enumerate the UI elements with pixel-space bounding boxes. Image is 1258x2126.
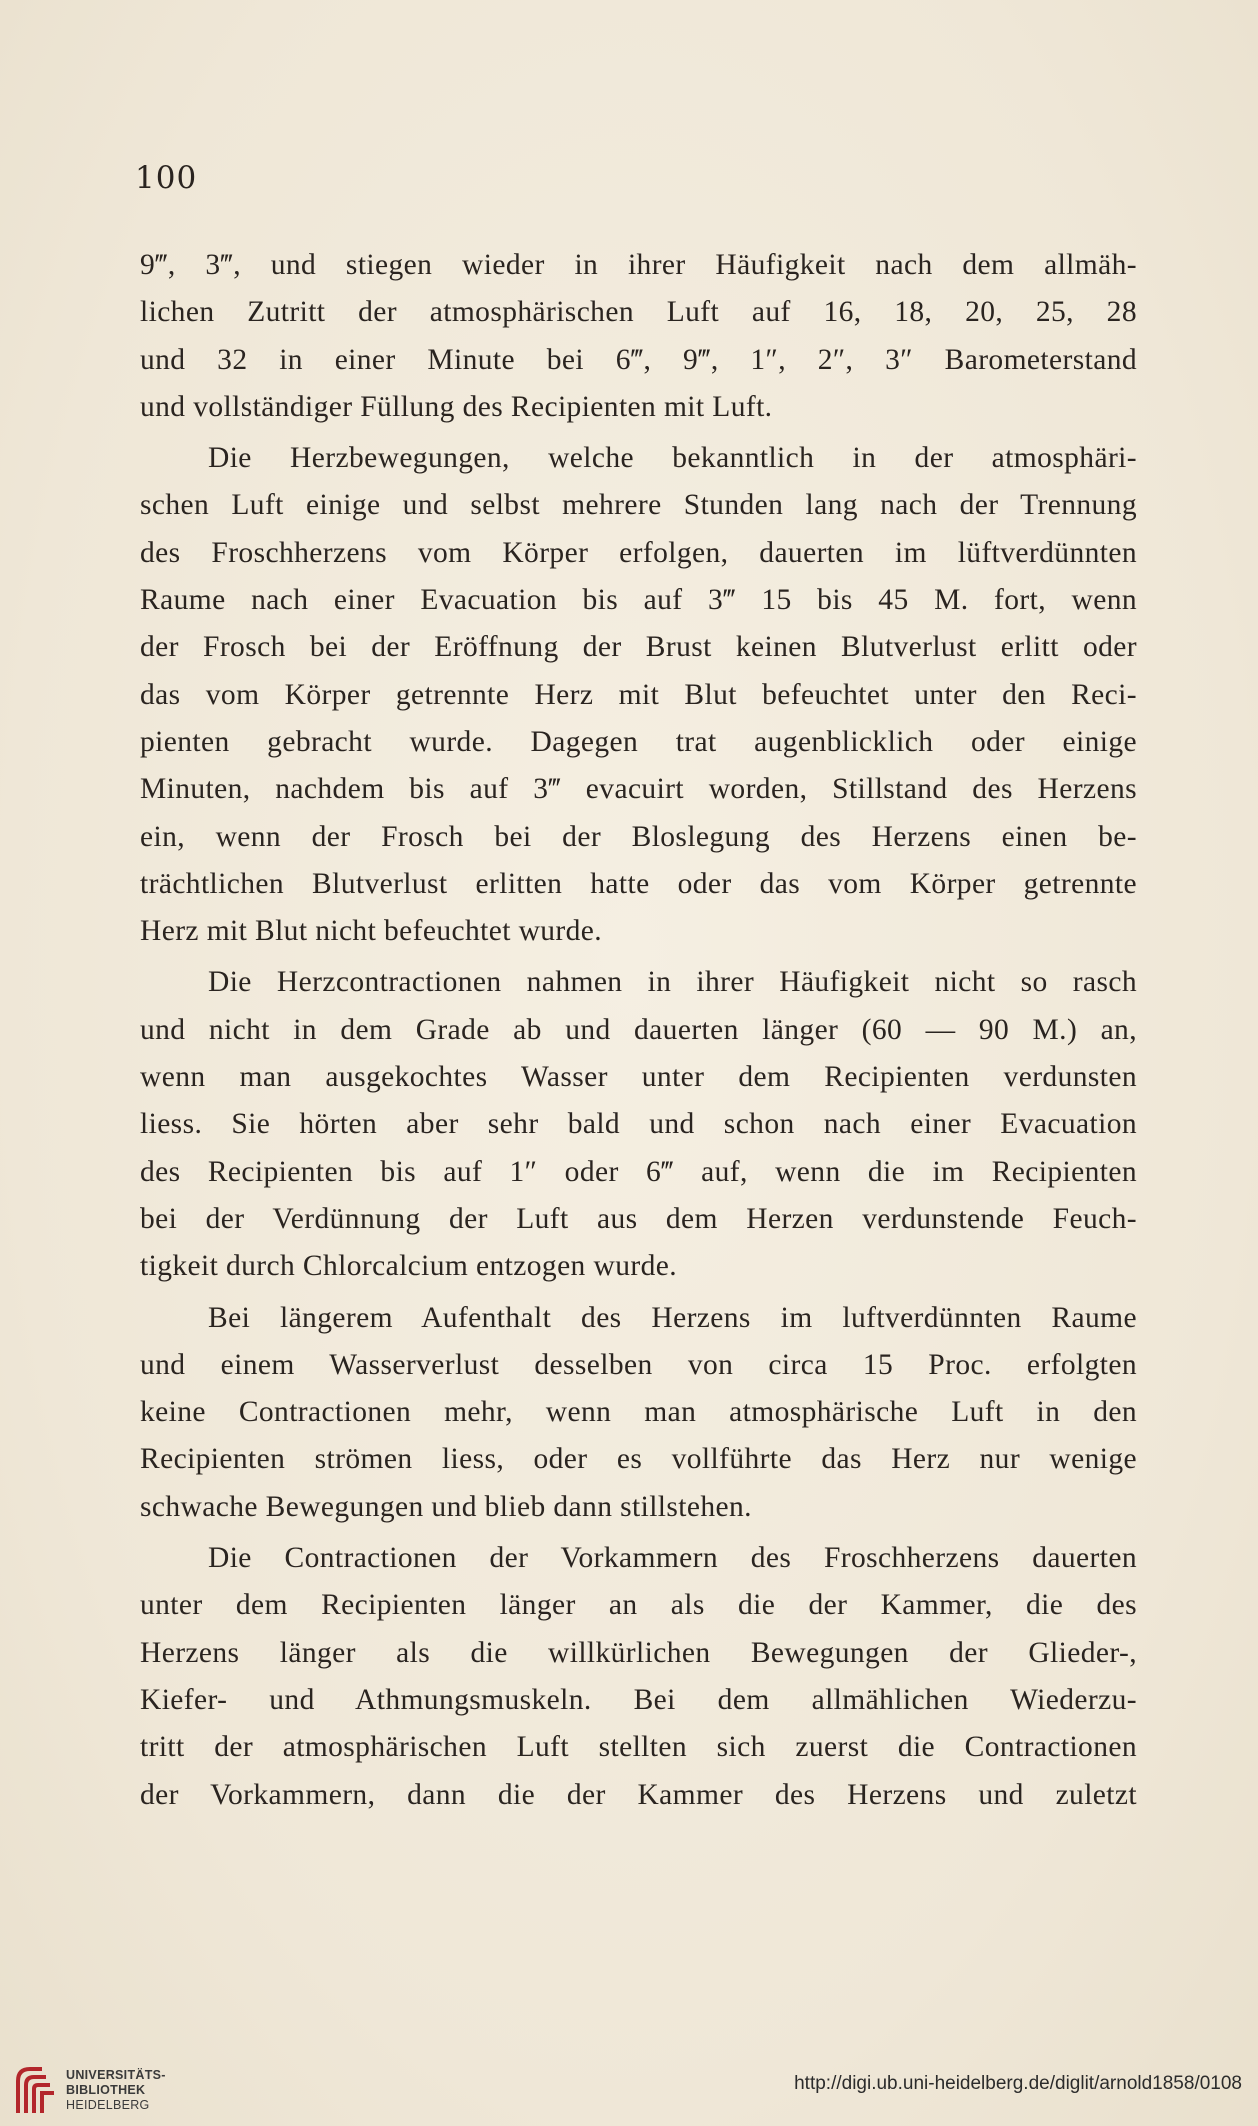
text-line: Die Contractionen der Vorkammern des Froschherzens dauerten (208, 1542, 1137, 1575)
text-line: pienten gebracht wurde. Dagegen trat augenblicklich oder einige (140, 725, 1137, 758)
text-line: Die Herzbewegungen, welche bekanntlich in der atmosphäri- (208, 442, 1137, 475)
text-line: das vom Körper getrennte Herz mit Blut befeuchtet unter den Reci- (140, 678, 1137, 711)
text-line: des Recipienten bis auf 1″ oder 6‴ auf, wenn die im Recipienten (140, 1155, 1137, 1188)
text-line: Herz mit Blut nicht befeuchtet wurde. (140, 915, 603, 948)
text-line: der Frosch bei der Eröffnung der Brust keinen Blutverlust erlitt oder (140, 631, 1137, 664)
library-name-line-2: BIBLIOTHEK (66, 2083, 146, 2097)
library-name (66, 2068, 166, 2113)
text-line: liess. Sie hörten aber sehr bald und schon nach einer Evacuation (140, 1108, 1137, 1141)
text-line: und 32 in einer Minute bei 6‴, 9‴, 1″, 2″, 3″ Barometerstand (140, 343, 1137, 376)
text-line: trächtlichen Blutverlust erlitten hatte oder das vom Körper getrennte (140, 867, 1137, 900)
text-line: schwache Bewegungen und blieb dann stillstehen. (140, 1490, 752, 1523)
footer (0, 2055, 1258, 2126)
text-line: bei der Verdünnung der Luft aus dem Herzen verdunstende Feuch- (140, 1202, 1137, 1235)
text-line: und vollständiger Füllung des Recipienten mit Luft. (140, 390, 773, 423)
text-line: wenn man ausgekochtes Wasser unter dem Recipienten verdunsten (140, 1061, 1137, 1094)
text-line: tigkeit durch Chlorcalcium entzogen wurde. (140, 1250, 677, 1283)
text-line: des Froschherzens vom Körper erfolgen, dauerten im lüftverdünnten (140, 536, 1137, 569)
text-line: Kiefer- und Athmungsmuskeln. Bei dem allmählichen Wiederzu- (140, 1683, 1137, 1716)
text-line: lichen Zutritt der atmosphärischen Luft auf 16, 18, 20, 25, 28 (140, 296, 1137, 329)
page-number: 100 (135, 160, 198, 196)
text-line: Raume nach einer Evacuation bis auf 3‴ 15 bis 45 M. fort, wenn (140, 584, 1137, 617)
text-line: ein, wenn der Frosch bei der Bloslegung des Herzens einen be- (140, 820, 1137, 853)
text-line: Recipienten strömen liess, oder es vollführte das Herz nur wenige (140, 1443, 1137, 1476)
library-name-line-1: UNIVERSITÄTS- (66, 2068, 166, 2082)
library-name-line-3: HEIDELBERG (66, 2098, 150, 2112)
text-line: 9‴, 3‴, und stiegen wieder in ihrer Häufigkeit nach dem allmäh- (140, 249, 1137, 281)
library-logo[interactable] (12, 2055, 166, 2126)
text-line: und nicht in dem Grade ab und dauerten länger (60 — 90 M.) an, (140, 1013, 1137, 1046)
text-line: der Vorkammern, dann die der Kammer des Herzens und zuletzt (140, 1778, 1137, 1811)
source-url-link[interactable]: http://digi.ub.uni-heidelberg.de/diglit/arnold1858/0108 (794, 2073, 1242, 2094)
text-line: tritt der atmosphärischen Luft stellten sich zuerst die Contractionen (140, 1731, 1137, 1764)
text-line: unter dem Recipienten länger an als die der Kammer, die des (140, 1589, 1137, 1622)
text-line: Bei längerem Aufenthalt des Herzens im luftverdünnten Raume (208, 1301, 1137, 1334)
text-line: Die Herzcontractionen nahmen in ihrer Häufigkeit nicht so rasch (208, 966, 1137, 999)
heidelberg-library-logo-icon (12, 2061, 60, 2119)
text-line: Herzens länger als die willkürlichen Bewegungen der Glieder-, (140, 1636, 1137, 1669)
body-text (140, 242, 1137, 1819)
text-line: und einem Wasserverlust desselben von circa 15 Proc. erfolgten (140, 1348, 1137, 1381)
text-line: schen Luft einige und selbst mehrere Stunden lang nach der Trennung (140, 489, 1137, 522)
text-line: keine Contractionen mehr, wenn man atmosphärische Luft in den (140, 1396, 1137, 1429)
text-line: Minuten, nachdem bis auf 3‴ evacuirt worden, Stillstand des Herzens (140, 773, 1137, 806)
